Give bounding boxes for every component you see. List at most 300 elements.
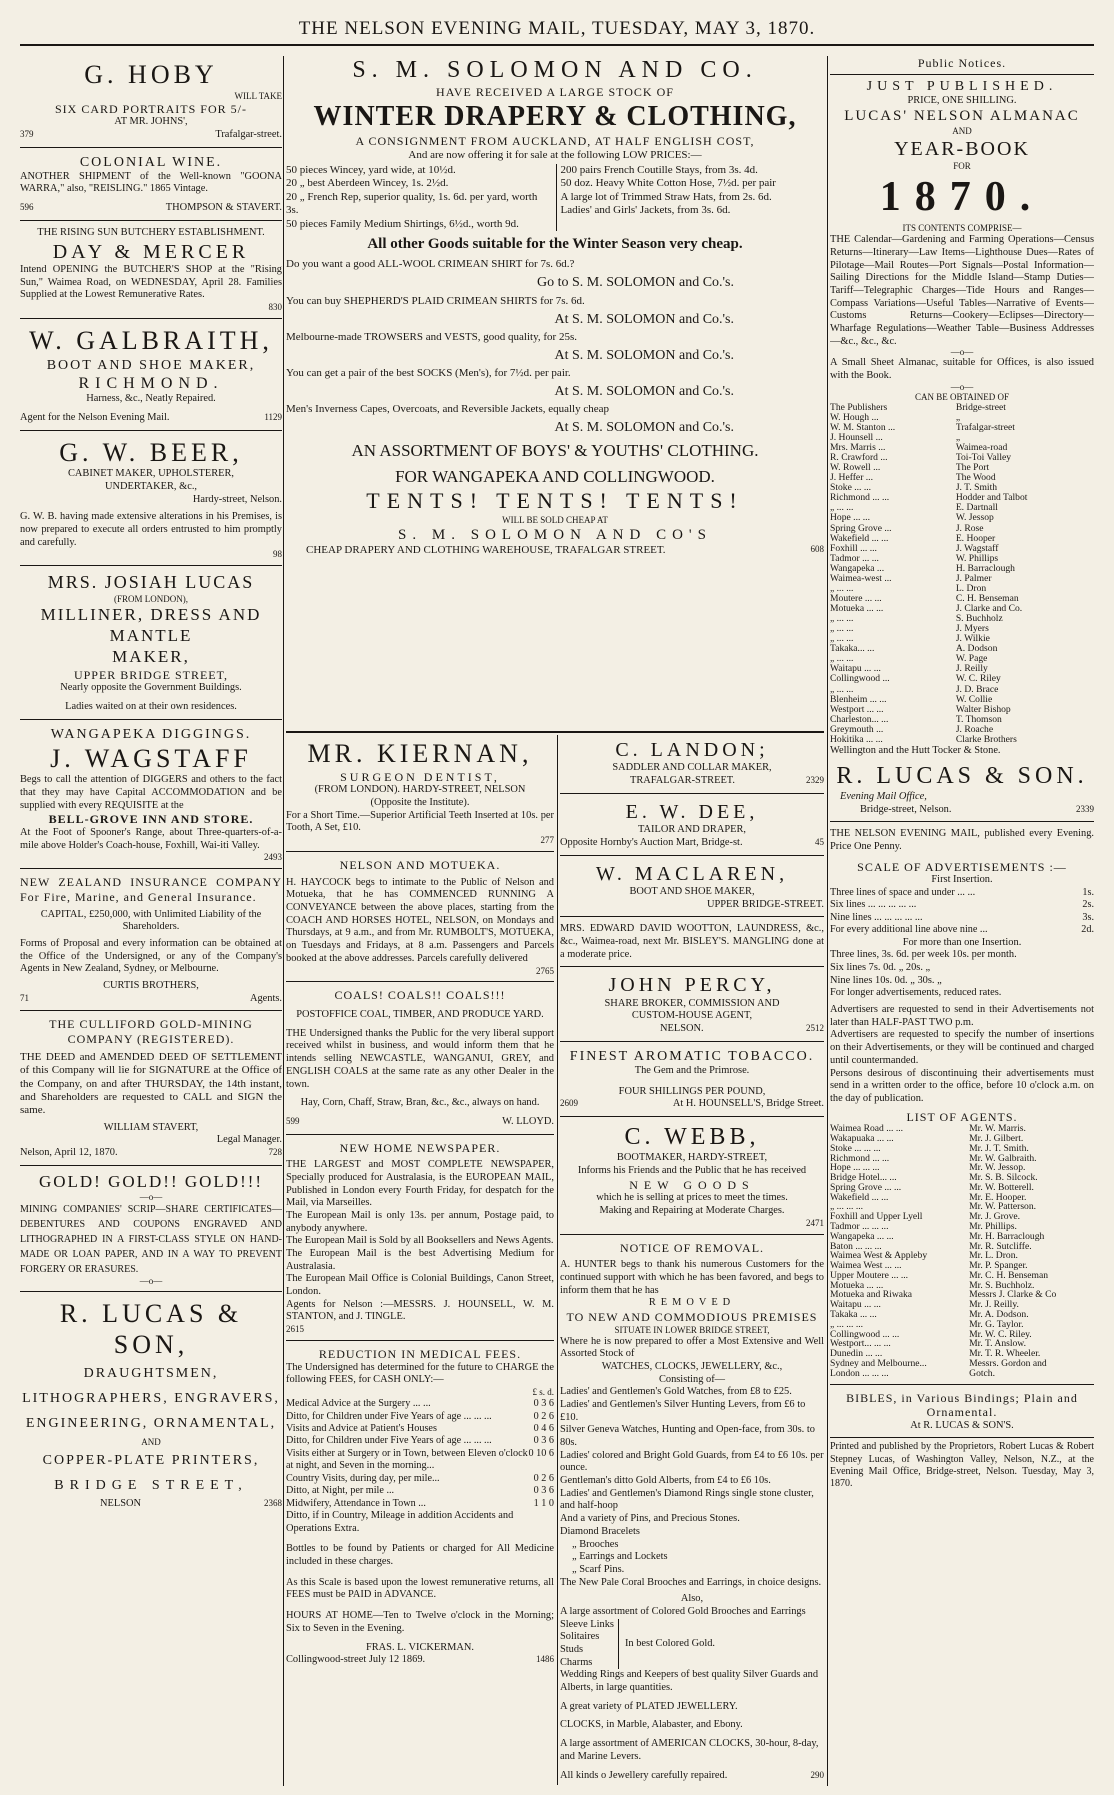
ad-body: THE NELSON EVENING MAIL, published every Evening. Price One Penny. bbox=[830, 828, 1094, 852]
fee-label: Midwifery, Attendance in Town ... bbox=[286, 1497, 426, 1509]
ad-text: The Gem and the Primrose. bbox=[634, 1064, 750, 1076]
agent-name: J. Wilkie bbox=[955, 633, 990, 645]
ad-title: THE CULLIFORD GOLD-MINING COMPANY (REGISTERED). bbox=[49, 1017, 253, 1047]
ad-text: Advertisers are requested to specify the number of insertions on their Advertisements, or they will be continued and charged until countermanded. bbox=[830, 1029, 1094, 1066]
ad-text: CAPITAL, £250,000, with Unlimited Liability of the Shareholders. bbox=[40, 908, 262, 933]
ad-number: 2339 bbox=[1076, 803, 1094, 814]
table-row bbox=[830, 887, 1094, 899]
table-row bbox=[830, 899, 1094, 911]
ad-number: 2329 bbox=[806, 775, 824, 786]
price-item: 50 pieces Family Medium Shirtings, 6½d., worth 9d. bbox=[286, 217, 519, 230]
agent-place: Waimea-west ... bbox=[830, 572, 892, 584]
ad-motueka bbox=[286, 855, 554, 982]
ad-text: (FROM LONDON). HARDY-STREET, NELSON bbox=[314, 784, 526, 796]
agent-name: Mr. W. Marris. bbox=[969, 1123, 1026, 1135]
ad-text: As this Scale is based upon the lowest remunerative returns, all FEES must be PAID in ADVANCE. bbox=[286, 1576, 554, 1601]
table-row bbox=[830, 735, 1094, 745]
ad-text: At S. M. SOLOMON and Co.'s. bbox=[554, 420, 734, 436]
ad-text: Informs his Friends and the Public that he has received bbox=[577, 1164, 807, 1176]
fee-value: 1 1 0 bbox=[533, 1497, 554, 1509]
agent-place: Tadmor ... ... ... bbox=[830, 1221, 889, 1233]
ad-text: Hay, Corn, Chaff, Straw, Bran, &c., &c., always on hand. bbox=[300, 1097, 540, 1109]
ad-text: ITS CONTENTS COMPRISE— bbox=[902, 223, 1022, 234]
agent-place: Hokitika ... ... bbox=[830, 733, 883, 745]
ad-body: For a Short Time.—Superior Artificial Teeth Inserted at 10s. per Tooth, A Set, £10. bbox=[286, 809, 554, 834]
agent-name: W. Phillips bbox=[955, 552, 999, 564]
ad-text: SCALE OF ADVERTISEMENTS :— bbox=[857, 859, 1067, 874]
list-item: Ladies' and Gentlemen's Silver Hunting Levers, from £6 to £10. bbox=[560, 1398, 806, 1423]
agent-name: J. Wagstaff bbox=[955, 542, 999, 554]
ad-evening-mail bbox=[830, 825, 1094, 1384]
table-row bbox=[830, 1193, 1094, 1203]
fee-label: Ditto, for Children under Five Years of age ... ... ... bbox=[286, 1410, 492, 1422]
ad-wootton bbox=[560, 920, 824, 967]
ad-title: S. M. SOLOMON AND CO. bbox=[352, 57, 758, 83]
agent-place: Charleston... ... bbox=[830, 713, 889, 725]
list-item: A great variety of PLATED JEWELLERY. bbox=[560, 1700, 738, 1712]
ad-number: 2493 bbox=[264, 852, 282, 863]
agent-place: Takaka... ... bbox=[830, 643, 875, 655]
fee-header: £ s. d. bbox=[532, 1387, 554, 1398]
agent-name: H. Barraclough bbox=[955, 562, 1015, 574]
agent-place: Richmond ... ... bbox=[830, 492, 890, 504]
ad-number: 71 bbox=[20, 992, 29, 1003]
fee-label: Ditto, for Children under Five Years of age ... ... ... bbox=[286, 1435, 492, 1447]
ad-text: BELL-GROVE INN AND STORE. bbox=[48, 812, 254, 827]
price-list-left bbox=[286, 164, 550, 231]
agent-name: „ bbox=[955, 431, 961, 443]
agent-place: Collingwood ... bbox=[830, 673, 890, 685]
ad-title: MRS. JOSIAH LUCAS bbox=[47, 572, 255, 593]
column-rule bbox=[827, 56, 828, 1786]
ad-text: MILLINER, DRESS AND MANTLE bbox=[40, 605, 262, 646]
ad-text: And are now offering it for sale at the following LOW PRICES:— bbox=[408, 148, 702, 161]
agent-place: The Publishers bbox=[830, 401, 888, 413]
agent-name: C. H. Benseman bbox=[955, 592, 1019, 604]
ad-text: Agents. bbox=[249, 992, 282, 1004]
ad-number: 596 bbox=[20, 202, 34, 213]
rate-table bbox=[830, 887, 1094, 937]
ad-text: At R. LUCAS & SON'S. bbox=[910, 1419, 1014, 1431]
agent-place: „ ... ... bbox=[830, 633, 854, 645]
ad-body: BIBLES, in Various Bindings; Plain and Ornamental. bbox=[846, 1390, 1078, 1420]
ad-gold: GOLD! GOLD!! GOLD!!! —o— MINING COMPANIES' SCRIP—SHARE CERTIFICATES—DEBENTURES AND COUPONS ENGRAVED AND LITHOGRAPHED IN A FIRST-CLASS STYLE ON HAND-MADE OR LOAN PAPER, AND IN A WAY TO PREVENT FORGERY OR ERASURES. —o— bbox=[20, 1169, 282, 1292]
agent-place: Waitapu ... ... bbox=[830, 663, 881, 675]
list-item: CLOCKS, in Marble, Alabaster, and Ebony. bbox=[560, 1719, 743, 1731]
ad-title: NEW ZEALAND INSURANCE COMPANY For Fire, Marine, and General Insurance. bbox=[20, 875, 282, 905]
agent-name: E. Dartnall bbox=[955, 502, 998, 514]
agent-name: Clarke Brothers bbox=[955, 733, 1017, 745]
ad-text: NELSON bbox=[100, 1497, 141, 1509]
ad-webb bbox=[560, 1120, 824, 1235]
section-heading: Public Notices. bbox=[830, 56, 1094, 75]
fee-table bbox=[286, 1398, 554, 1510]
ad-title: COLONIAL WINE. bbox=[79, 154, 223, 170]
agent-name: W. C. Riley bbox=[955, 673, 1001, 685]
ad-title: C. LANDON; bbox=[615, 739, 769, 761]
agent-name: Gotch. bbox=[969, 1367, 996, 1379]
agent-name: Mr. C. H. Benseman bbox=[969, 1269, 1049, 1281]
agent-place: Moutere ... ... bbox=[830, 592, 882, 604]
list-item: Silver Geneva Watches, Hunting and Open-face, from 30s. to 80s. bbox=[560, 1424, 815, 1449]
ad-text: Advertisers are requested to send in their Advertisements not later than HALF-PAST TWO p.m. bbox=[830, 1004, 1094, 1028]
ad-text: Opposite Hornby's Auction Mart, Bridge-st. bbox=[560, 836, 743, 848]
ad-percy bbox=[560, 970, 824, 1041]
ad-fees bbox=[286, 1344, 554, 1672]
fee-value: 0 4 6 bbox=[533, 1422, 554, 1434]
ad-text: BOOT AND SHOE MAKER, bbox=[629, 885, 755, 897]
ad-culliford bbox=[20, 1014, 282, 1165]
ad-body: At the Foot of Spooner's Range, about Three-quarters-of-a-mile above Holder's Coach-house, Foxhill, Wai-iti Valley. bbox=[20, 827, 282, 851]
rate-label: For every additional line above nine ... bbox=[830, 924, 988, 936]
ad-text: WILL BE SOLD CHEAP AT bbox=[502, 514, 608, 525]
agent-place: Wakefield ... ... bbox=[830, 532, 889, 544]
ad-newspaper bbox=[286, 1138, 554, 1342]
ad-text: SURGEON DENTIST, bbox=[340, 769, 500, 784]
ad-heading: AN ASSORTMENT OF BOYS' & YOUTHS' CLOTHING. bbox=[351, 440, 759, 460]
agent-name: W. Jessop bbox=[955, 512, 994, 524]
price-item: A large lot of Trimmed Straw Hats, from 2s. 6d. bbox=[560, 190, 772, 203]
ad-text: For more than one Insertion. bbox=[902, 936, 1022, 948]
ad-body: A. HUNTER begs to thank his numerous Customers for the continued support with which he has been favored, and begs to inform them that he has bbox=[560, 1259, 824, 1296]
ad-body: ANOTHER SHIPMENT of the Well-known "GOONA WARRA," also, "REISLING." 1865 Vintage. bbox=[20, 170, 282, 195]
agent-name: J. Roache bbox=[955, 723, 994, 735]
agent-place: „ ... ... bbox=[830, 653, 854, 665]
agent-place: Collingwood ... ... bbox=[830, 1328, 900, 1340]
ad-text: UPPER BRIDGE STREET, bbox=[73, 667, 229, 682]
agent-name: Mr. J. Reilly. bbox=[969, 1299, 1019, 1311]
agent-place: Foxhill and Upper Lyell bbox=[830, 1211, 923, 1223]
agent-name: J. Clarke and Co. bbox=[955, 603, 1023, 614]
ad-body: The European Mail is the best Advertising Medium for Australasia. bbox=[286, 1248, 554, 1272]
table-row bbox=[286, 1473, 554, 1485]
ad-text: Bridge-street, Nelson. bbox=[860, 803, 952, 815]
agent-place: Motueka ... ... bbox=[830, 603, 884, 614]
ad-text: (Opposite the Institute). bbox=[370, 797, 470, 809]
ad-text: You can get a pair of the best SOCKS (Men's), for 7½d. per pair. bbox=[286, 367, 571, 380]
ad-number: 277 bbox=[540, 835, 554, 846]
column-left bbox=[20, 56, 282, 1791]
ad-text: A CONSIGNMENT FROM AUCKLAND, AT HALF ENGLISH COST, bbox=[355, 134, 755, 149]
agent-name: Mr. W. Jessop. bbox=[969, 1162, 1026, 1174]
agent-name: A. Dodson bbox=[955, 643, 998, 655]
ad-title: THE RISING SUN BUTCHERY ESTABLISHMENT. bbox=[37, 226, 265, 238]
divider bbox=[286, 731, 824, 733]
ad-title: W. MACLAREN, bbox=[595, 862, 789, 885]
ad-text: WATCHES, CLOCKS, JEWELLERY, &c., bbox=[601, 1360, 783, 1372]
table-row bbox=[286, 1485, 554, 1497]
agent-name: Mr. T. R. Wheeler. bbox=[969, 1348, 1041, 1360]
ad-almanac: JUST PUBLISHED. PRICE, ONE SHILLING. LUCAS' NELSON ALMANAC AND YEAR-BOOK FOR 1870. ITS CONTENTS COMPRISE— THE Calendar—Gardening and Farming Operations—Census Returns—Itinerary—Law Items—Lighthouse Dues—Rates of Pilotage—Mail Routes—Port Signals—Postal Information—Sailing Directions for the Middle Island—Stamp Duties—Tariff—Telegraphic Charges—Tide Hours and Ranges—Compass Variations—Useful Tables—Narrative of Events—Customs Returns—Cookery—Eclipses—Directory—Wharfage Regulations—Weather Table—Business Addresses—&c., &c., &c. —o— A Small Sheet Almanac, suitable for Offices, is also issued with the Book. —o— CAN BE OBTAINED OF The Publishers Bridge-street W. Hough ... „ W. M. Stanton ... Trafalgar-street J. Hounsell ... „ Mrs. Marris ... Waimea-road R. Crawford ... Toi-Toi Valley W. Rowell ... The Port J. Heffer ... The Wood Stoke ... ... J. T. Smith Richmond ... ... Hodder and Talbot „ ... ... E. Dartnall Hope ... ... W. Jessop Spring Grove ... J. Rose Wakefield ... ... E. Hooper Foxhill ... ... J. Wagstaff Tadmor ... ... W. Phillips Wangapeka ... H. Barraclough Waimea-west ... J. Palmer „ ... ... L. Dron Moutere ... ... C. H. Benseman Motueka ... ... J. Clarke and Co. „ ... ... S. Buchholz „ ... ... J. Myers „ ... ... J. Wilkie Takaka... ... A. Dodson „ ... ... W. Page Waitapu ... ... J. Reilly Collingwood ... W. C. Riley „ ... ... J. D. Brace Blenheim ... ... W. Collie Westport ... ... Walter Bishop Charleston... ... T. Thomson Greymouth ... J. Roache Hokitika ... ... Clarke Brothers Wellington and the Hutt Tocker & Stone. R. LUCAS & SON. Evening Mail Office, Bridge-street, Nelson. 2339 bbox=[830, 75, 1094, 823]
ad-text: Go to S. M. SOLOMON and Co.'s. bbox=[537, 275, 734, 291]
agent-name: Mr. W. C. Riley. bbox=[969, 1328, 1032, 1340]
rate-label: Six lines ... ... ... ... ... bbox=[830, 899, 917, 911]
list-item: Gentleman's ditto Gold Alberts, from £4 to £6 10s. bbox=[560, 1475, 771, 1487]
rate-line: For longer advertisements, reduced rates. bbox=[830, 987, 1002, 999]
agent-name: Mr. S. B. Silcock. bbox=[969, 1172, 1038, 1184]
agent-name: L. Dron bbox=[955, 582, 987, 594]
ad-text: JUST PUBLISHED. bbox=[866, 78, 1058, 94]
ad-text: which he is selling at prices to meet the times. bbox=[596, 1192, 788, 1204]
agent-place: Takaka ... ... bbox=[830, 1309, 877, 1321]
ad-text: BOOT AND SHOE MAKER, bbox=[46, 357, 256, 373]
ad-kiernan bbox=[286, 735, 554, 852]
agent-place: Baton ... ... ... bbox=[830, 1240, 882, 1252]
agent-place: Sydney and Melbourne... bbox=[830, 1357, 927, 1369]
ad-text: Men's Inverness Capes, Overcoats, and Reversible Jackets, equally cheap bbox=[286, 403, 610, 416]
price-item: 20 „ French Rep, superior quality, 1s. 6d. per yard, worth 3s. bbox=[286, 190, 538, 217]
agent-name: Mr. L. Dron. bbox=[969, 1250, 1018, 1262]
ad-text: Collingwood-street July 12 1869. bbox=[286, 1654, 426, 1666]
ad-text: CHEAP DRAPERY AND CLOTHING WAREHOUSE, TRAFALGAR STREET. bbox=[306, 544, 666, 557]
agent-place: W. Hough ... bbox=[830, 411, 879, 423]
agent-place: Waimea Road ... ... bbox=[830, 1123, 904, 1135]
agent-name: Mr. W. Botterell. bbox=[969, 1181, 1034, 1193]
ad-heading: TENTS! TENTS! TENTS! bbox=[366, 488, 744, 514]
ad-text: Bottles to be found by Patients or charged for All Medicine included in these charges. bbox=[286, 1543, 554, 1568]
ad-text: You can buy SHEPHERD'S PLAID CRIMEAN SHIRTS for 7s. 6d. bbox=[286, 294, 585, 307]
ad-body: THE Undersigned thanks the Public for the very liberal support received whilst in business, and would inform them that he intends selling NEWCASTLE, WANGANUI, GREY, and ENGLISH COALS at the same rate as any other Dealer in the town. bbox=[286, 1027, 554, 1090]
list-item: Ladies' and Gentlemen's Diamond Rings single stone cluster, and half-hoop bbox=[560, 1487, 814, 1512]
ad-number: 2609 bbox=[560, 1098, 578, 1109]
ad-landon bbox=[560, 735, 824, 794]
agent-place: Tadmor ... ... bbox=[830, 552, 879, 564]
agent-name: Mr. J. Gilbert. bbox=[969, 1132, 1024, 1144]
rate-value: 2s. bbox=[1082, 899, 1094, 911]
price-item: Ladies' and Girls' Jackets, from 3s. 6d. bbox=[560, 204, 731, 217]
ad-text: TAILOR AND DRAPER, bbox=[638, 824, 746, 836]
ad-title: LUCAS' NELSON ALMANAC bbox=[844, 108, 1080, 125]
ad-text: HAVE RECEIVED A LARGE STOCK OF bbox=[436, 85, 674, 100]
ad-text: Also, bbox=[680, 1593, 704, 1605]
agent-place: Upper Moutere ... ... bbox=[830, 1269, 909, 1281]
ad-text: UPPER BRIDGE-STREET. bbox=[707, 898, 824, 910]
ad-title: FINEST AROMATIC TOBACCO. bbox=[569, 1048, 815, 1064]
ad-body: Begs to call the attention of DIGGERS and others to the fact that they may have Capital ACCOMMODATION and be supplied with every REQUISITE at the bbox=[20, 774, 282, 811]
ad-text: LIST OF AGENTS. bbox=[906, 1109, 1018, 1124]
agent-name: Mr. W. Patterson. bbox=[969, 1201, 1037, 1213]
ad-text: NELSON. bbox=[660, 1023, 704, 1035]
ad-signature: WILLIAM STAVERT, bbox=[103, 1121, 199, 1133]
ad-text: FOUR SHILLINGS PER POUND, bbox=[618, 1085, 766, 1097]
ad-text: ENGINEERING, ORNAMENTAL, bbox=[25, 1416, 277, 1432]
ad-signature: FRAS. L. VICKERMAN. bbox=[365, 1641, 475, 1653]
column-right bbox=[830, 56, 1094, 1791]
agent-name: Mr. E. Hooper. bbox=[969, 1191, 1027, 1203]
ad-text: Agent for the Nelson Evening Mail. bbox=[20, 411, 170, 423]
ad-number: 379 bbox=[20, 129, 34, 139]
agent-name: The Port bbox=[955, 462, 990, 474]
table-row bbox=[286, 1448, 554, 1473]
price-list bbox=[286, 164, 824, 231]
ad-text: Evening Mail Office, bbox=[840, 790, 927, 802]
ad-text: NEW GOODS bbox=[629, 1177, 755, 1192]
agent-name: J. D. Brace bbox=[955, 683, 999, 695]
agent-name: „ bbox=[955, 411, 961, 423]
list-item: Diamond Bracelets bbox=[560, 1525, 640, 1537]
agent-place: „ ... ... bbox=[830, 582, 854, 594]
agent-name: Mr. W. Galbraith. bbox=[969, 1152, 1037, 1164]
almanac-agents bbox=[830, 403, 1094, 745]
ad-text: Hardy-street, Nelson. bbox=[192, 493, 282, 505]
fee-value: 0 3 6 bbox=[533, 1485, 554, 1497]
ad-beer bbox=[20, 434, 282, 567]
ad-title: R. LUCAS & SON, bbox=[59, 1298, 243, 1360]
agent-place: Waimea West ... ... bbox=[830, 1260, 902, 1272]
list-item: Sleeve Links bbox=[560, 1618, 614, 1630]
ad-text: Do you want a good ALL-WOOL CRIMEAN SHIRT for 7s. 6d.? bbox=[286, 258, 575, 271]
ad-text: HOURS AT HOME—Ten to Twelve o'clock in the Morning; Six to Seven in the Evening. bbox=[286, 1610, 554, 1634]
ad-rlucas bbox=[20, 1295, 282, 1516]
ad-removal bbox=[560, 1238, 824, 1785]
ad-text: SADDLER AND COLLAR MAKER, bbox=[612, 762, 772, 774]
ad-text: At H. HOUNSELL'S, Bridge Street. bbox=[672, 1098, 824, 1110]
agent-name: Walter Bishop bbox=[955, 703, 1011, 715]
ad-text: AND bbox=[141, 1436, 161, 1447]
agent-place: Hope ... ... bbox=[830, 512, 870, 524]
agent-name: W. Collie bbox=[955, 693, 993, 705]
agent-place: Greymouth ... bbox=[830, 723, 884, 735]
list-item: The New Pale Coral Brooches and Earrings, in choice designs. bbox=[560, 1576, 822, 1588]
ad-number: 2368 bbox=[264, 1497, 282, 1508]
ad-text: At S. M. SOLOMON and Co.'s. bbox=[554, 384, 734, 400]
ad-title: G. W. BEER, bbox=[59, 437, 243, 467]
agent-name: Mr. H. Barraclough bbox=[969, 1230, 1045, 1242]
ad-body: MINING COMPANIES' SCRIP—SHARE CERTIFICATES—DEBENTURES AND COUPONS ENGRAVED AND LITHOGRAPHED IN A FIRST-CLASS STYLE ON HAND-MADE OR LOAN PAPER, AND IN A WAY TO PREVENT FORGERY OR ERASURES. bbox=[20, 1203, 282, 1275]
ad-title: R. LUCAS & SON. bbox=[836, 762, 1088, 789]
agent-place: „ ... ... bbox=[830, 502, 854, 514]
ad-text: FOR bbox=[953, 161, 971, 172]
rate-line: Six lines 7s. 0d. „ 20s. „ bbox=[830, 962, 931, 974]
list-item: And a variety of Pins, and Precious Stones. bbox=[560, 1513, 740, 1525]
agent-name: Waimea-road bbox=[955, 442, 1008, 453]
agent-place: „ ... ... bbox=[830, 683, 854, 695]
fee-label: Ditto, at Night, per mile ... bbox=[286, 1485, 395, 1497]
table-row bbox=[286, 1498, 554, 1510]
agent-place: Dunedin ... ... bbox=[830, 1348, 883, 1360]
ad-title: C. WEBB, bbox=[624, 1123, 760, 1150]
ad-text: Trafalgar-street. bbox=[215, 129, 282, 140]
ad-title: NEW HOME NEWSPAPER. bbox=[339, 1140, 501, 1155]
column-middle-left bbox=[286, 735, 554, 1785]
agent-place: Stoke ... ... bbox=[830, 482, 872, 494]
agent-place: Wangapeka ... bbox=[830, 562, 885, 574]
agent-name: S. Buchholz bbox=[955, 613, 1003, 625]
ad-text: At S. M. SOLOMON and Co.'s. bbox=[554, 311, 734, 327]
agent-name: Mr. Phillips. bbox=[969, 1221, 1017, 1233]
ad-number: 2512 bbox=[806, 1023, 824, 1034]
ad-text: COPPER-PLATE PRINTERS, bbox=[42, 1452, 260, 1468]
ad-text: RICHMOND. bbox=[78, 374, 224, 392]
agent-name: Hodder and Talbot bbox=[955, 492, 1028, 504]
ad-text: First Insertion. bbox=[931, 874, 993, 886]
ad-body: Intend OPENING the BUTCHER'S SHOP at the "Rising Sun," Waimea Road, on WEDNESDAY, April 28. Families Supplied at the Lowest Remunerative Rates. bbox=[20, 263, 282, 301]
ad-rising-sun bbox=[20, 224, 282, 319]
agent-name: T. Thomson bbox=[955, 713, 1002, 725]
table-row bbox=[830, 513, 1094, 523]
agent-place: J. Hounsell ... bbox=[830, 431, 883, 443]
price-item: 200 pairs French Coutille Stays, from 3s. 4d. bbox=[560, 164, 758, 177]
ad-text: TRAFALGAR-STREET. bbox=[630, 775, 735, 787]
ad-title: MR. KIERNAN, bbox=[307, 739, 533, 768]
ad-text: WILL TAKE bbox=[234, 90, 282, 101]
ad-text: LITHOGRAPHERS, ENGRAVERS, bbox=[22, 1391, 280, 1407]
column-rule bbox=[283, 56, 284, 1786]
agent-name: Mr. R. Sutcliffe. bbox=[969, 1240, 1032, 1252]
price-list-right bbox=[556, 164, 825, 231]
list-item: Wedding Rings and Keepers of best quality Silver Guards and Alberts, in large quantities. bbox=[560, 1669, 819, 1694]
ad-text: CAN BE OBTAINED OF bbox=[914, 391, 1010, 402]
agent-name: Mr. J. Grove. bbox=[969, 1211, 1021, 1223]
list-item: „ Earrings and Lockets bbox=[572, 1551, 668, 1563]
fee-label: Medical Advice at the Surgery ... ... bbox=[286, 1398, 431, 1410]
agent-place: Wakapuaka ... ... bbox=[830, 1132, 894, 1144]
ad-text: UNDERTAKER, &c., bbox=[104, 481, 198, 493]
list-item: All kinds o Jewellery carefully repaired. bbox=[560, 1769, 728, 1781]
ad-body: The European Mail is only 13s. per annum, Postage paid, to anybody anywhere. bbox=[286, 1209, 554, 1234]
ad-heading: J. WAGSTAFF bbox=[50, 743, 252, 773]
agent-place: Bridge Hotel... ... bbox=[830, 1172, 897, 1184]
price-item: 50 doz. Heavy White Cotton Hose, 7½d. per pair bbox=[560, 177, 776, 190]
agent-name: E. Hooper bbox=[955, 532, 996, 544]
agent-place: Stoke ... ... ... bbox=[830, 1142, 881, 1154]
ad-body: Agents for Nelson :—MESSRS. J. HOUNSELL, W. M. STANTON, and J. TINGLE. bbox=[286, 1298, 554, 1323]
agent-place: „ ... ... bbox=[830, 613, 854, 625]
fee-value: 0 2 6 bbox=[533, 1410, 554, 1422]
ad-body: G. W. B. having made extensive alterations in his Premises, is now prepared to execute all orders entrusted to him promptly and carefully. bbox=[20, 511, 282, 548]
ad-text: Ladies waited on at their own residences. bbox=[65, 700, 237, 712]
ad-text: Wellington and the Hutt Tocker & Stone. bbox=[830, 744, 1001, 756]
ad-wangapeka bbox=[20, 723, 282, 870]
ad-number: 2765 bbox=[536, 965, 554, 976]
ad-text: Making and Repairing at Moderate Charges. bbox=[599, 1204, 785, 1216]
agent-place: W. M. Stanton ... bbox=[830, 421, 896, 433]
ad-text: S. M. SOLOMON AND CO'S bbox=[398, 526, 712, 543]
almanac-year: 1870. bbox=[879, 174, 1045, 221]
ad-title: W. GALBRAITH, bbox=[29, 325, 273, 355]
ad-title: YEAR-BOOK bbox=[894, 137, 1030, 160]
ad-date: Nelson, April 12, 1870. bbox=[20, 1147, 118, 1159]
ad-number: 599 bbox=[286, 1115, 300, 1126]
agent-name: Mr. S. Buchholz. bbox=[969, 1279, 1035, 1291]
table-row bbox=[830, 674, 1094, 684]
agent-place: W. Rowell ... bbox=[830, 462, 881, 474]
mail-agents bbox=[830, 1124, 1094, 1378]
rate-line: Three lines, 3s. 6d. per week 10s. per month. bbox=[830, 949, 1017, 961]
ad-title: NOTICE OF REMOVAL. bbox=[619, 1240, 765, 1255]
fee-value: 0 2 6 bbox=[533, 1472, 554, 1484]
list-item: Studs bbox=[560, 1644, 584, 1656]
ad-text: PRICE, ONE SHILLING. bbox=[907, 94, 1017, 106]
agent-name: Bridge-street bbox=[955, 401, 1006, 413]
ad-heading: WINTER DRAPERY & CLOTHING, bbox=[313, 100, 797, 132]
rate-value: 2d. bbox=[1081, 924, 1094, 936]
list-item: Ladies' colored and Bright Gold Guards, from £4 to £6 10s. per ounce. bbox=[560, 1449, 824, 1474]
ad-galbraith bbox=[20, 322, 282, 431]
ad-text: Persons desirous of discontinuing their advertisements must send in a written order to the office, before 10 o'clock a.m. on the day of publication. bbox=[830, 1067, 1094, 1104]
agent-place: R. Crawford ... bbox=[830, 452, 888, 464]
ad-bibles bbox=[830, 1388, 1094, 1439]
agent-name: Messrs J. Clarke & Co bbox=[969, 1289, 1057, 1301]
ad-signature: THOMPSON & STAVERT. bbox=[165, 202, 282, 214]
ad-body: THE Calendar—Gardening and Farming Operations—Census Returns—Itinerary—Law Items—Lighthouse Dues—Rates of Pilotage—Mail Routes—Port Signals—Postal Information—Sailing Directions for the Middle Island—Stamp Duties—Tariff—Telegraphic Charges—Tide Hours and Ranges—Compass Variations—Useful Tables—Narrative of Events—Customs Returns—Cookery—Eclipses—Directory—Wharfage Regulations—Weather Table—Business Addresses—&c., &c., &c. bbox=[830, 234, 1094, 347]
ad-number: 290 bbox=[810, 1769, 824, 1780]
fee-label: Country Visits, during day, per mile... bbox=[286, 1472, 440, 1484]
table-row bbox=[286, 1411, 554, 1423]
list-item: A large assortment of AMERICAN CLOCKS, 30-hour, 8-day, and Marine Levers. bbox=[560, 1738, 819, 1762]
ad-body: The European Mail Office is Colonial Buildings, Canon Street, London. bbox=[286, 1273, 554, 1298]
ad-title: REDUCTION IN MEDICAL FEES. bbox=[318, 1347, 522, 1362]
